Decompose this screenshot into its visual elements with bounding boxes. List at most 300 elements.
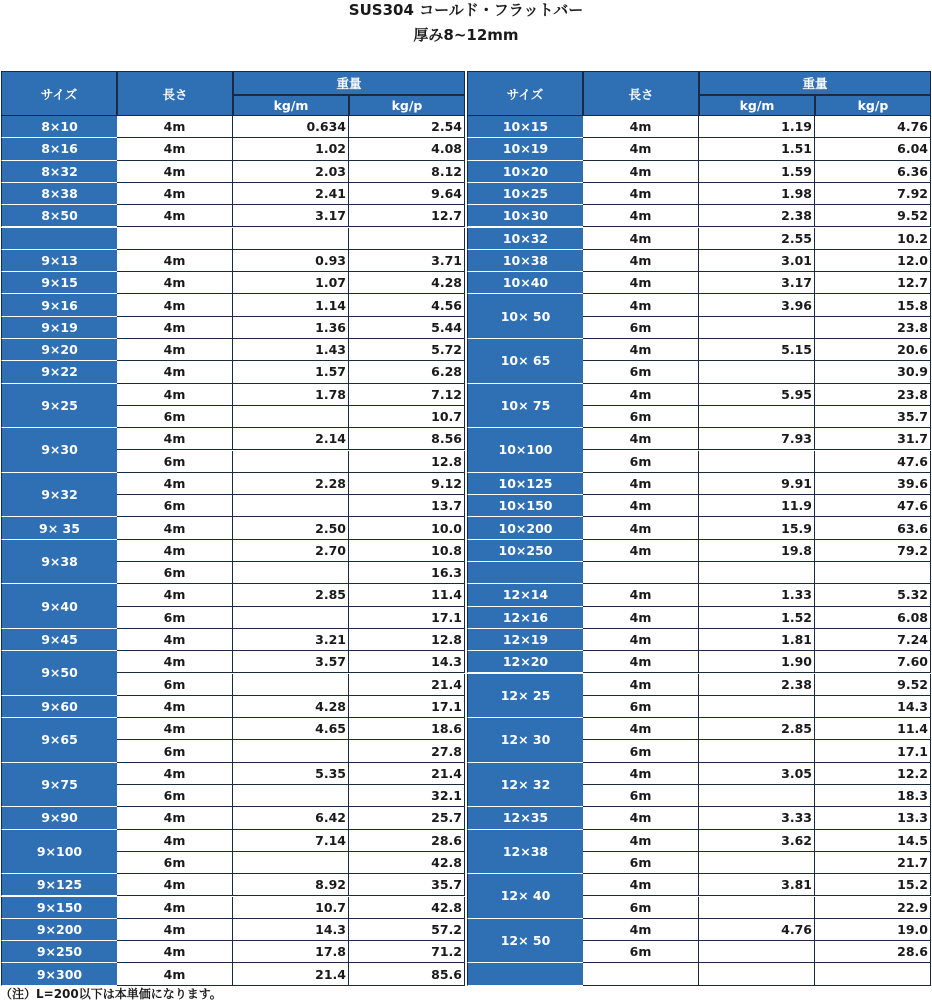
kgm-cell: 3.96 <box>699 294 815 316</box>
size-cell: 10×19 <box>467 138 583 160</box>
size-cell: 8×50 <box>1 205 117 227</box>
kgm-cell: 3.01 <box>699 250 815 272</box>
page-title: SUS304 コールド・フラットバー <box>348 1 584 19</box>
kgp-cell: 9.52 <box>815 674 931 696</box>
length-cell: 4m <box>583 874 699 896</box>
size-cell: 9×32 <box>1 473 117 518</box>
size-cell: 10×25 <box>467 183 583 205</box>
length-cell: 4m <box>583 339 699 361</box>
kgp-cell: 12.2 <box>815 763 931 785</box>
length-cell: 4m <box>117 763 233 785</box>
kgp-cell: 47.6 <box>815 451 931 473</box>
kgm-cell: 1.90 <box>699 651 815 673</box>
kgp-cell: 11.4 <box>815 718 931 740</box>
weight-header: 重量 <box>699 71 931 95</box>
size-cell: 10×15 <box>467 116 583 138</box>
kgp-cell: 20.6 <box>815 339 931 361</box>
length-cell: 4m <box>117 651 233 673</box>
length-cell: 4m <box>117 830 233 852</box>
kgm-cell: 2.14 <box>233 428 349 450</box>
kgp-cell: 4.76 <box>815 116 931 138</box>
kgm-cell: 2.28 <box>233 473 349 495</box>
size-cell: 12× 30 <box>467 718 583 763</box>
kgm-cell: 1.36 <box>233 317 349 339</box>
kgm-cell <box>233 785 349 807</box>
size-cell: 10×30 <box>467 205 583 227</box>
kgm-cell <box>699 897 815 919</box>
kgm-cell <box>699 406 815 428</box>
length-cell: 6m <box>117 451 233 473</box>
kgp-cell: 21.4 <box>349 763 465 785</box>
kgm-cell <box>233 607 349 629</box>
price-table <box>1 71 932 985</box>
kgp-cell: 12.7 <box>349 205 465 227</box>
length-cell: 4m <box>117 294 233 316</box>
kgp-cell: 21.7 <box>815 852 931 874</box>
length-cell: 6m <box>583 941 699 963</box>
kgm-header: kg/m <box>233 95 349 116</box>
size-cell: 9×15 <box>1 272 117 294</box>
length-cell: 4m <box>117 807 233 829</box>
kgp-cell: 14.5 <box>815 830 931 852</box>
kgp-cell: 12.8 <box>349 451 465 473</box>
kgp-header: kg/p <box>349 95 465 116</box>
kgp-cell: 85.6 <box>349 963 465 985</box>
size-cell: 8×38 <box>1 183 117 205</box>
kgp-cell: 8.12 <box>349 161 465 183</box>
length-cell: 6m <box>583 897 699 919</box>
size-cell: 10×150 <box>467 495 583 517</box>
kgp-cell: 22.9 <box>815 897 931 919</box>
size-cell: 9×22 <box>1 361 117 383</box>
kgm-cell <box>699 740 815 762</box>
kgp-cell: 63.6 <box>815 517 931 539</box>
kgm-cell: 1.14 <box>233 294 349 316</box>
kgp-cell: 32.1 <box>349 785 465 807</box>
kgp-cell: 71.2 <box>349 941 465 963</box>
length-cell: 4m <box>583 540 699 562</box>
kgp-cell: 10.0 <box>349 517 465 539</box>
kgm-cell: 9.91 <box>699 473 815 495</box>
length-cell: 4m <box>117 919 233 941</box>
kgm-cell: 21.4 <box>233 963 349 985</box>
length-cell <box>583 963 699 985</box>
size-cell: 12× 32 <box>467 763 583 808</box>
kgp-cell: 14.3 <box>815 696 931 718</box>
size-cell: 9×20 <box>1 339 117 361</box>
size-header: サイズ <box>1 71 117 116</box>
kgm-cell: 19.8 <box>699 540 815 562</box>
kgm-cell: 1.59 <box>699 161 815 183</box>
length-cell: 6m <box>117 852 233 874</box>
kgp-cell: 6.36 <box>815 161 931 183</box>
size-cell: 9×45 <box>1 629 117 651</box>
kgm-cell <box>699 451 815 473</box>
kgp-header: kg/p <box>815 95 931 116</box>
length-cell: 6m <box>117 406 233 428</box>
kgm-cell: 1.57 <box>233 361 349 383</box>
kgp-cell: 31.7 <box>815 428 931 450</box>
length-cell: 4m <box>583 384 699 406</box>
kgp-cell: 11.4 <box>349 584 465 606</box>
size-cell: 9×125 <box>1 874 117 896</box>
size-cell: 12×20 <box>467 651 583 673</box>
length-cell: 4m <box>583 161 699 183</box>
kgm-cell <box>233 495 349 517</box>
kgp-cell: 17.1 <box>349 607 465 629</box>
length-cell: 6m <box>117 785 233 807</box>
kgm-cell <box>699 785 815 807</box>
length-cell: 6m <box>117 674 233 696</box>
page-subtitle: 厚み8~12mm <box>413 26 519 44</box>
length-cell: 4m <box>583 517 699 539</box>
length-cell: 4m <box>583 718 699 740</box>
size-cell: 9× 35 <box>1 517 117 539</box>
length-cell: 6m <box>117 740 233 762</box>
length-cell: 4m <box>117 584 233 606</box>
kgm-cell: 5.15 <box>699 339 815 361</box>
kgm-cell: 3.17 <box>699 272 815 294</box>
length-cell: 6m <box>583 852 699 874</box>
length-cell: 4m <box>583 807 699 829</box>
kgm-cell <box>699 963 815 985</box>
length-cell: 4m <box>117 161 233 183</box>
size-cell: 10×200 <box>467 517 583 539</box>
length-cell: 4m <box>117 473 233 495</box>
kgm-cell: 2.85 <box>699 718 815 740</box>
kgm-cell: 2.55 <box>699 228 815 250</box>
length-cell: 4m <box>583 830 699 852</box>
kgp-cell: 7.12 <box>349 384 465 406</box>
length-cell: 6m <box>117 607 233 629</box>
kgm-cell: 10.7 <box>233 897 349 919</box>
size-cell: 9×90 <box>1 807 117 829</box>
length-cell: 4m <box>583 138 699 160</box>
kgp-cell <box>815 963 931 985</box>
size-cell: 10× 50 <box>467 294 583 339</box>
kgm-cell: 7.93 <box>699 428 815 450</box>
kgp-cell: 17.1 <box>349 696 465 718</box>
length-cell: 4m <box>117 205 233 227</box>
length-cell: 4m <box>117 696 233 718</box>
length-cell: 4m <box>583 763 699 785</box>
length-cell: 4m <box>583 584 699 606</box>
kgp-cell: 30.9 <box>815 361 931 383</box>
length-cell: 4m <box>117 317 233 339</box>
length-cell: 4m <box>117 629 233 651</box>
size-cell: 9×65 <box>1 718 117 763</box>
kgm-cell <box>233 228 349 250</box>
size-cell: 12× 25 <box>467 674 583 719</box>
kgm-cell: 3.62 <box>699 830 815 852</box>
kgp-cell: 5.72 <box>349 339 465 361</box>
length-cell: 4m <box>117 183 233 205</box>
kgp-cell: 6.04 <box>815 138 931 160</box>
kgp-cell: 2.54 <box>349 116 465 138</box>
size-cell: 10× 75 <box>467 384 583 429</box>
kgm-cell <box>233 562 349 584</box>
kgp-cell: 35.7 <box>815 406 931 428</box>
length-cell: 4m <box>583 228 699 250</box>
kgp-cell <box>815 562 931 584</box>
kgp-cell: 4.28 <box>349 272 465 294</box>
length-cell: 6m <box>117 562 233 584</box>
kgm-cell <box>699 852 815 874</box>
kgp-cell: 10.2 <box>815 228 931 250</box>
kgm-cell <box>233 406 349 428</box>
kgm-cell: 2.50 <box>233 517 349 539</box>
kgp-cell: 12.7 <box>815 272 931 294</box>
kgm-cell: 4.65 <box>233 718 349 740</box>
kgm-cell: 8.92 <box>233 874 349 896</box>
size-cell: 9×40 <box>1 584 117 629</box>
kgm-cell: 1.51 <box>699 138 815 160</box>
size-cell: 9×16 <box>1 294 117 316</box>
kgp-cell: 28.6 <box>815 941 931 963</box>
kgp-cell: 9.64 <box>349 183 465 205</box>
size-cell: 9×60 <box>1 696 117 718</box>
size-cell: 12×19 <box>467 629 583 651</box>
kgm-cell: 17.8 <box>233 941 349 963</box>
kgp-cell: 27.8 <box>349 740 465 762</box>
kgm-cell: 11.9 <box>699 495 815 517</box>
kgp-cell: 28.6 <box>349 830 465 852</box>
kgp-cell: 7.92 <box>815 183 931 205</box>
size-cell: 12×35 <box>467 807 583 829</box>
kgm-cell: 1.78 <box>233 384 349 406</box>
kgm-cell: 1.43 <box>233 339 349 361</box>
size-cell: 10×32 <box>467 228 583 250</box>
kgm-cell: 2.85 <box>233 584 349 606</box>
kgp-cell: 6.08 <box>815 607 931 629</box>
length-cell: 4m <box>117 963 233 985</box>
kgm-cell: 3.21 <box>233 629 349 651</box>
length-cell: 4m <box>117 718 233 740</box>
size-cell <box>1 228 117 250</box>
kgp-cell: 42.8 <box>349 852 465 874</box>
kgp-cell: 17.1 <box>815 740 931 762</box>
length-cell: 4m <box>117 361 233 383</box>
size-cell: 10×100 <box>467 428 583 473</box>
kgm-cell <box>233 451 349 473</box>
size-cell: 9×25 <box>1 384 117 429</box>
kgp-cell: 23.8 <box>815 384 931 406</box>
kgp-cell: 7.24 <box>815 629 931 651</box>
footnote: （注）L=200以下は本単価になります。 <box>0 987 222 1001</box>
length-cell: 4m <box>583 272 699 294</box>
size-cell: 10×125 <box>467 473 583 495</box>
size-cell: 9×19 <box>1 317 117 339</box>
kgp-cell: 15.8 <box>815 294 931 316</box>
kgp-cell: 15.2 <box>815 874 931 896</box>
length-cell: 6m <box>583 406 699 428</box>
length-cell: 4m <box>117 517 233 539</box>
kgp-cell <box>349 228 465 250</box>
kgm-cell: 2.03 <box>233 161 349 183</box>
kgm-cell: 14.3 <box>233 919 349 941</box>
size-cell: 9×38 <box>1 540 117 585</box>
size-cell: 10×38 <box>467 250 583 272</box>
size-cell: 8×10 <box>1 116 117 138</box>
length-cell: 4m <box>117 138 233 160</box>
length-cell: 6m <box>583 317 699 339</box>
kgm-cell: 5.35 <box>233 763 349 785</box>
size-cell: 9×200 <box>1 919 117 941</box>
length-cell: 4m <box>583 473 699 495</box>
length-cell: 4m <box>117 428 233 450</box>
length-cell: 6m <box>583 740 699 762</box>
length-header: 長さ <box>117 71 233 116</box>
size-cell: 12× 40 <box>467 874 583 919</box>
kgp-cell: 18.6 <box>349 718 465 740</box>
length-cell: 4m <box>117 941 233 963</box>
length-cell: 6m <box>583 696 699 718</box>
kgp-cell: 9.52 <box>815 205 931 227</box>
kgp-cell: 39.6 <box>815 473 931 495</box>
weight-header: 重量 <box>233 71 465 95</box>
kgp-cell: 13.7 <box>349 495 465 517</box>
size-cell: 12×14 <box>467 584 583 606</box>
kgm-cell: 3.05 <box>699 763 815 785</box>
length-cell: 4m <box>583 629 699 651</box>
size-header: サイズ <box>467 71 583 116</box>
kgm-cell: 15.9 <box>699 517 815 539</box>
length-cell: 6m <box>583 451 699 473</box>
kgm-cell: 3.17 <box>233 205 349 227</box>
length-cell: 4m <box>583 205 699 227</box>
kgm-cell <box>699 317 815 339</box>
kgp-cell: 21.4 <box>349 674 465 696</box>
length-cell: 4m <box>583 674 699 696</box>
length-cell: 6m <box>583 785 699 807</box>
length-cell: 4m <box>583 428 699 450</box>
size-cell: 12×38 <box>467 830 583 875</box>
length-cell: 4m <box>117 339 233 361</box>
size-cell: 9×300 <box>1 963 117 985</box>
kgp-cell: 14.3 <box>349 651 465 673</box>
length-cell: 4m <box>583 651 699 673</box>
kgm-cell: 3.57 <box>233 651 349 673</box>
length-cell: 4m <box>583 919 699 941</box>
kgp-cell: 10.7 <box>349 406 465 428</box>
kgp-cell: 4.08 <box>349 138 465 160</box>
kgm-cell: 1.52 <box>699 607 815 629</box>
length-cell: 4m <box>117 897 233 919</box>
kgp-cell: 23.8 <box>815 317 931 339</box>
length-cell: 4m <box>117 116 233 138</box>
size-cell: 8×32 <box>1 161 117 183</box>
kgm-cell <box>699 562 815 584</box>
size-cell: 9×50 <box>1 651 117 696</box>
kgp-cell: 4.56 <box>349 294 465 316</box>
kgp-cell: 79.2 <box>815 540 931 562</box>
kgp-cell: 10.8 <box>349 540 465 562</box>
size-cell: 9×30 <box>1 428 117 473</box>
kgp-cell: 9.12 <box>349 473 465 495</box>
length-cell: 4m <box>583 250 699 272</box>
size-cell: 9×75 <box>1 763 117 808</box>
kgp-cell: 8.56 <box>349 428 465 450</box>
size-cell: 9×13 <box>1 250 117 272</box>
kgm-cell: 1.02 <box>233 138 349 160</box>
size-cell: 10×20 <box>467 161 583 183</box>
size-cell <box>467 963 583 985</box>
kgm-cell: 2.38 <box>699 674 815 696</box>
kgp-cell: 12.0 <box>815 250 931 272</box>
kgp-cell: 7.60 <box>815 651 931 673</box>
kgm-cell: 2.70 <box>233 540 349 562</box>
length-cell: 6m <box>117 495 233 517</box>
kgp-cell: 42.8 <box>349 897 465 919</box>
kgm-cell: 1.19 <box>699 116 815 138</box>
kgp-cell: 5.44 <box>349 317 465 339</box>
kgm-cell: 4.28 <box>233 696 349 718</box>
size-cell: 9×100 <box>1 830 117 875</box>
kgp-cell: 18.3 <box>815 785 931 807</box>
length-cell: 4m <box>583 495 699 517</box>
kgp-cell: 25.7 <box>349 807 465 829</box>
kgp-cell: 35.7 <box>349 874 465 896</box>
kgm-cell: 0.93 <box>233 250 349 272</box>
kgp-cell: 19.0 <box>815 919 931 941</box>
kgp-cell: 47.6 <box>815 495 931 517</box>
kgm-cell: 1.98 <box>699 183 815 205</box>
size-cell: 12× 50 <box>467 919 583 964</box>
kgp-cell: 3.71 <box>349 250 465 272</box>
kgm-cell: 3.81 <box>699 874 815 896</box>
length-cell: 4m <box>583 183 699 205</box>
size-cell: 12×16 <box>467 607 583 629</box>
length-cell: 4m <box>583 294 699 316</box>
kgm-cell <box>233 852 349 874</box>
kgp-cell: 16.3 <box>349 562 465 584</box>
kgm-cell <box>699 941 815 963</box>
size-cell: 8×16 <box>1 138 117 160</box>
kgm-header: kg/m <box>699 95 815 116</box>
length-cell: 4m <box>117 874 233 896</box>
kgp-cell: 57.2 <box>349 919 465 941</box>
kgm-cell: 2.41 <box>233 183 349 205</box>
kgm-cell: 2.38 <box>699 205 815 227</box>
size-cell: 10×40 <box>467 272 583 294</box>
kgm-cell: 1.33 <box>699 584 815 606</box>
kgm-cell: 0.634 <box>233 116 349 138</box>
kgm-cell: 4.76 <box>699 919 815 941</box>
length-header: 長さ <box>583 71 699 116</box>
length-cell: 4m <box>117 250 233 272</box>
kgm-cell <box>699 361 815 383</box>
length-cell <box>583 562 699 584</box>
kgm-cell: 1.81 <box>699 629 815 651</box>
kgp-cell: 5.32 <box>815 584 931 606</box>
size-cell: 9×250 <box>1 941 117 963</box>
length-cell: 4m <box>117 540 233 562</box>
kgm-cell <box>699 696 815 718</box>
length-cell <box>117 228 233 250</box>
kgm-cell: 3.33 <box>699 807 815 829</box>
kgm-cell <box>233 740 349 762</box>
length-cell: 4m <box>583 116 699 138</box>
size-cell: 10× 65 <box>467 339 583 384</box>
length-cell: 6m <box>583 361 699 383</box>
length-cell: 4m <box>583 607 699 629</box>
length-cell: 4m <box>117 272 233 294</box>
kgp-cell: 13.3 <box>815 807 931 829</box>
kgm-cell: 1.07 <box>233 272 349 294</box>
size-cell: 10×250 <box>467 540 583 562</box>
kgp-cell: 12.8 <box>349 629 465 651</box>
kgm-cell: 6.42 <box>233 807 349 829</box>
